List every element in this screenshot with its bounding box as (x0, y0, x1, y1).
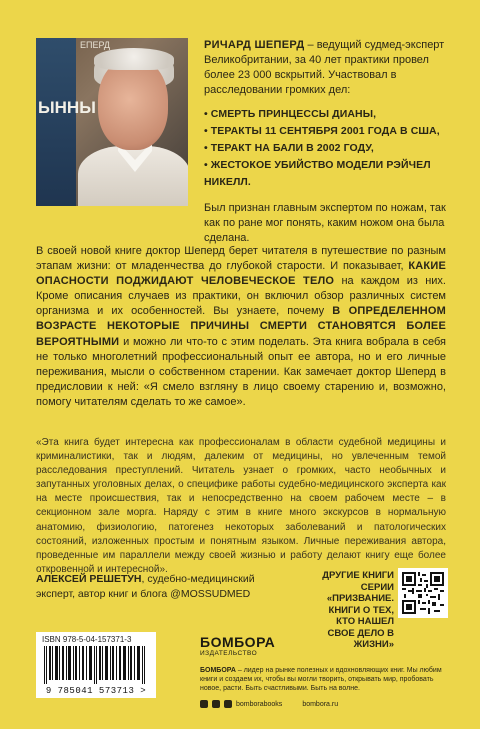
isbn-barcode (36, 632, 156, 698)
qr-code[interactable] (398, 568, 448, 618)
qr-code-graphic (402, 572, 444, 614)
barcode-digits: 9 785041 573713 > (45, 686, 147, 696)
desc-highlight: КАКИЕ ОПАСНОСТИ ПОДЖИДАЮТ ЧЕЛОВЕЧЕСКОЕ ТЕЛО (36, 260, 446, 288)
youtube-icon[interactable] (224, 700, 232, 708)
bio-extra: Был признан главным экспертом по ножам, так как по ране мог понять, каким ножом она была сделана. (204, 202, 446, 244)
desc-text: на каждом из них. Кроме описания случаев из практики, он включил обзор различных систем организма и их особенностей. Вы узнаете, почему (36, 275, 446, 318)
author-head (98, 58, 168, 150)
publisher-social (200, 700, 450, 708)
desc-text: и можно ли что-то с этим поделать. Эта книга вобрала в себя не только многолетний профессиональный опыт ее автора, но и его личные переживания, мысли о собственном старении. Как замечает доктор Шеперд в предисловии к ней: «Я смело взгляну в лицо своему старению и, возможно, помогу читателям сделать то же самое». (36, 335, 446, 408)
book-description (36, 244, 446, 410)
photo-caption: ЕПЕРД (80, 40, 110, 50)
author-bio (204, 38, 448, 246)
author-hair-top (94, 48, 174, 70)
author-photo (36, 38, 188, 206)
bio-intro-text: – ведущий судмед-эксперт Великобритании, за 40 лет практики провел более 23 000 вскрытий. Участвовал в расследовании громких дел: (204, 39, 445, 96)
desc-highlight: В ОПРЕДЕЛЕННОМ ВОЗРАСТЕ НЕКОТОРЫЕ ПРИЧИНЫ СМЕРТИ СТАНОВЯТСЯ БОЛЕЕ ВЕРОЯТНЫМИ (36, 305, 446, 348)
list-item: • ЖЕСТОКОЕ УБИЙСТВО МОДЕЛИ РЭЙЧЕЛ НИКЕЛЛ. (204, 157, 448, 191)
list-item: • СМЕРТЬ ПРИНЦЕССЫ ДИАНЫ, (204, 106, 448, 123)
series-promo: ДРУГИЕ КНИГИ СЕРИИ «ПРИЗВАНИЕ. КНИГИ О ТЕХ, КТО НАШЕЛ СВОЕ ДЕЛО В ЖИЗНИ» (322, 570, 394, 650)
review-quote: «Эта книга будет интересна как профессионалам в области судебной медицины и криминалистики, так и людям, далеким от медицины, но увлеченным темой расследования преступлений. Читатель узнает о громких, часто необычных и запутанных уголовных делах, о специфике работы судебно-медицинского эксперта как на месте происшествия, так и непосредственно на своем рабочем месте – в секционном зале морга. Наряду с этим в книге много экскурсов в нормальную анатомию, физиологию, патогенез некоторых заболеваний и патологических состояний, изложенных простым и понятным языком. Личные переживания автора, проведенные им параллели между своей жизнью и работу делают книгу еще более откровенной и интересной». (36, 437, 446, 575)
barcode-bars (42, 646, 150, 684)
bookshelf (36, 38, 76, 206)
publisher-subtitle: ИЗДАТЕЛЬСТВО (200, 650, 258, 657)
vk-icon[interactable] (200, 700, 208, 708)
reviewer-title: , судебно-медицинский эксперт, автор книг и блога @MOSSUDMED (36, 573, 255, 600)
publisher-about (200, 666, 450, 693)
publisher-brand: БОМБОРА (200, 634, 276, 650)
social-handle[interactable]: bomborabooks (236, 700, 283, 708)
publisher-logo (200, 634, 275, 657)
reviewer-name: АЛЕКСЕЙ РЕШЕТУН (36, 573, 142, 585)
reviewer-credit (36, 572, 286, 601)
shelf-lettering: ЫННЫ (38, 98, 96, 117)
isbn-number: ISBN 978-5-04-157371-3 (42, 635, 132, 644)
bio-intro (204, 38, 448, 98)
publisher-name: БОМБОРА (200, 667, 236, 674)
list-item: • ТЕРАКТЫ 11 СЕНТЯБРЯ 2001 ГОДА В США, (204, 123, 448, 140)
author-name: РИЧАРД ШЕПЕРД (204, 39, 305, 51)
publisher-about-text: – лидер на рынке полезных и вдохновляющих книг. Мы любим книги и создаем их, чтобы вы могли творить, открывать мир, пробовать новое, расти. Быть счастливыми. Быть на волне. (200, 667, 442, 692)
list-item: • ТЕРАКТ НА БАЛИ В 2002 ГОДУ, (204, 140, 448, 157)
author-body (78, 146, 188, 206)
cases-list (204, 106, 448, 191)
publisher-site[interactable]: bombora.ru (302, 700, 339, 708)
desc-text: В своей новой книге доктор Шеперд берет читателя в путешествие по разным этапам жизни: от младенчества до глубокой старости. И показывает, (36, 245, 446, 273)
telegram-icon[interactable] (212, 700, 220, 708)
